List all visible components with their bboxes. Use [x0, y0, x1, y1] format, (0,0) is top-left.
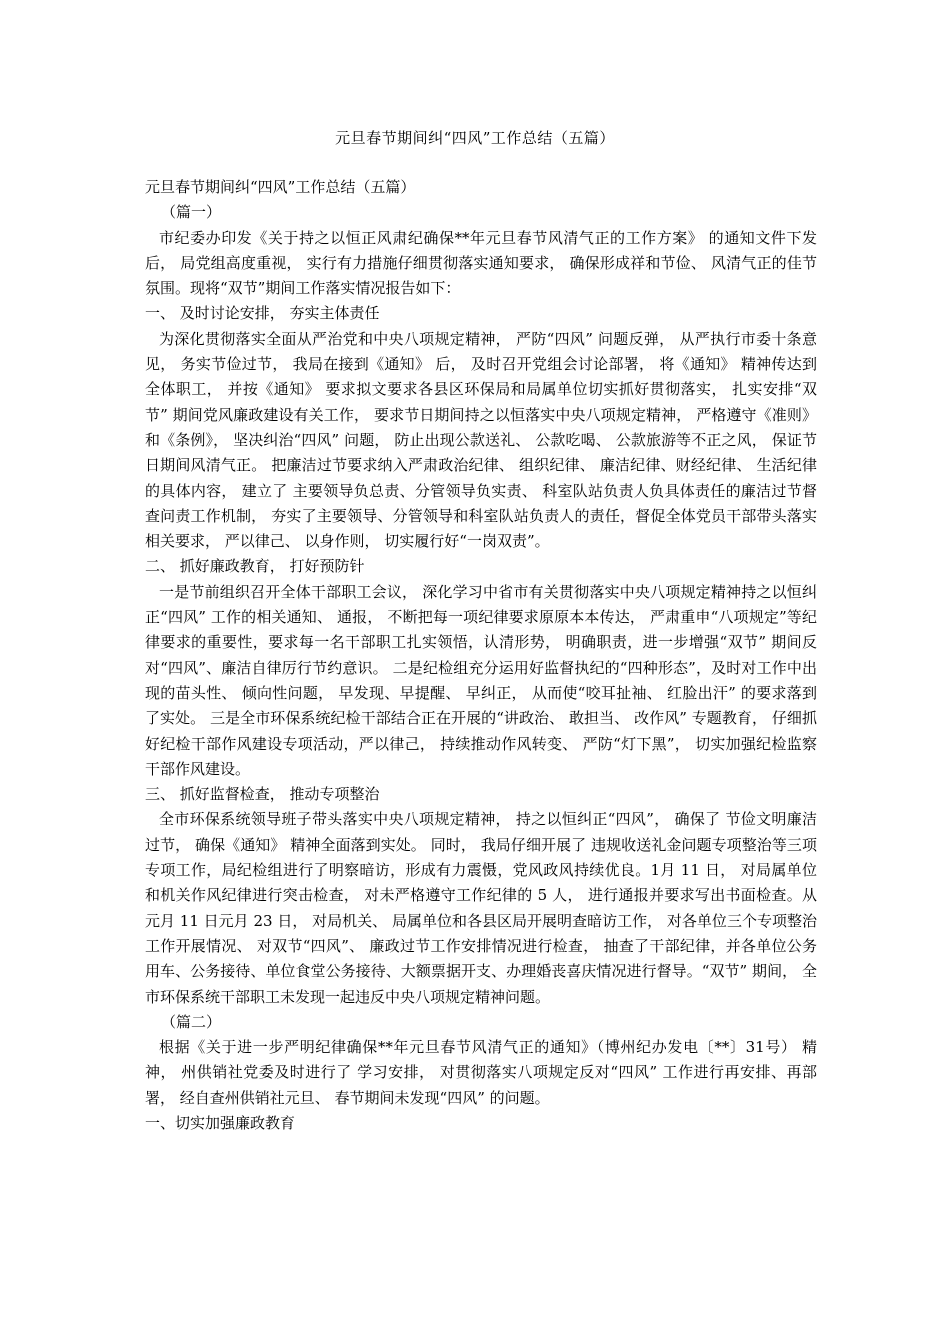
- part-one-intro: 市纪委办印发《关于持之以恒正风肃纪确保**年元旦春节风清气正的工作方案》 的通知文件下发后， 局党组高度重视， 实行有力措施仔细贯彻落实通知要求， 确保形成祥和节俭、 风清气正的佳节氛围。现将“双节”期间工作落实情况报告如下：: [145, 228, 817, 298]
- part-two-heading-1: 一、切实加强廉政教育: [145, 1113, 296, 1132]
- part-one-heading-2: 二、 抓好廉政教育， 打好预防针: [145, 557, 365, 576]
- part-one-paragraph-2: 一是节前组织召开全体干部职工会议， 深化学习中省市有关贯彻落实中央八项规定精神持之以恒纠正“四风” 工作的相关通知、 通报， 不断把每一项纪律要求原原本本传达， 严肃重申“八项规定”等纪律要求的重要性，要求每一名干部职工扎实领悟，认清形势， 明确职责，进一步增强“双节” 期间反对“四风”、廉洁自律厉行节约意识。 二是纪检组充分运用好监督执纪的“四种形态”，及时对工作中出现的苗头性、 倾向性问题， 早发现、早提醒、 早纠正， 从而使“咬耳扯袖、 红脸出汗” 的要求落到了实处。 三是全市环保系统纪检干部结合正在开展的“讲政治、 敢担当、 改作风” 专题教育， 仔细抓好纪检干部作风建设专项活动，严以律己， 持续推动作风转变、 严防“灯下黑”， 切实加强纪检监察干部作风建设。: [145, 582, 817, 778]
- part-one-label: （篇一）: [161, 203, 222, 222]
- document-subtitle: 元旦春节期间纠“四风”工作总结（五篇）: [145, 178, 416, 196]
- part-two-label: （篇二）: [161, 1012, 222, 1031]
- part-two-intro: 根据《关于进一步严明纪律确保**年元旦春节风清气正的通知》（博州纪办发电〔**〕31号） 精神， 州供销社党委及时进行了 学习安排， 对贯彻落实八项规定反对“四风” 工作进行再安排、再部署， 经自查州供销社元旦、 春节期间未发现“四风” 的问题。: [145, 1038, 817, 1107]
- part-one-heading-1: 一、 及时讨论安排， 夯实主体责任: [145, 304, 380, 323]
- document-body: [145, 175, 817, 1136]
- part-one-paragraph-1: 为深化贯彻落实全面从严治党和中央八项规定精神， 严防“四风” 问题反弹， 从严执行市委十条意见， 务实节俭过节， 我局在接到《通知》 后， 及时召开党组会讨论部署， 将《通知》 精神传达到全体职工， 并按《通知》 要求拟文要求各县区环保局和局属单位切实抓好贯彻落实， 扎实安排“双节” 期间党风廉政建设有关工作， 要求节日期间持之以恒落实中央八项规定精神， 严格遵守《准则》 和《条例》， 坚决纠治“四风” 问题， 防止出现公款送礼、 公款吃喝、 公款旅游等不正之风， 保证节日期间风清气正。 把廉洁过节要求纳入严肃政治纪律、 组织纪律、 廉洁纪律、财经纪律、 生活纪律的具体内容， 建立了 主要领导负总责、分管领导负实责、 科室队站负责人负具体责任的廉洁过节督查问责工作机制， 夯实了主要领导、分管领导和科室队站负责人的责任，督促全体党员干部带头落实相关要求， 严以律己、 以身作则， 切实履行好“一岗双责”。: [145, 329, 817, 551]
- part-one-paragraph-3: 全市环保系统领导班子带头落实中央八项规定精神， 持之以恒纠正“四风”， 确保了 节俭文明廉洁过节， 确保《通知》 精神全面落到实处。 同时， 我局仔细开展了 违规收送礼金问题专项整治等三项专项工作，局纪检组进行了明察暗访，形成有力震慑，党风政风持续优良。1月 11 日， 对局属单位和机关作风纪律进行突击检查， 对未严格遵守工作纪律的 5 人， 进行通报并要求写出书面检查。从元月 11 日元月 23 日， 对局机关、 局属单位和各县区局开展明查暗访工作， 对各单位三个专项整治工作开展情况、 对双节“四风”、 廉政过节工作安排情况进行检查， 抽查了干部纪律，并各单位公务用车、公务接待、单位食堂公务接待、大额票据开支、办理婚丧喜庆情况进行督导。“双节” 期间， 全市环保系统干部职工未发现一起违反中央八项规定精神问题。: [145, 810, 817, 1006]
- part-one-heading-3: 三、 抓好监督检查， 推动专项整治: [145, 785, 380, 804]
- document-title: 元旦春节期间纠“四风”工作总结（五篇）: [335, 129, 615, 147]
